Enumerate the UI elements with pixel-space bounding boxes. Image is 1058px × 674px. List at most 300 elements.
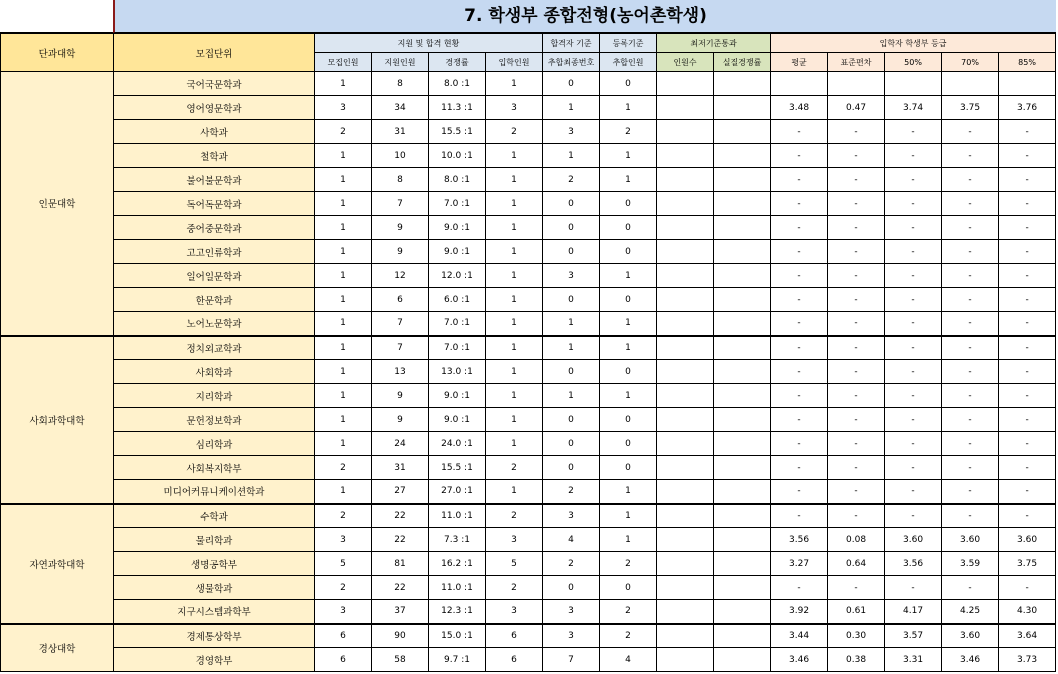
ratio-cell[interactable]: 7.0 :1	[429, 192, 486, 216]
header-final-waitlist[interactable]: 추합최종번호	[543, 53, 600, 72]
real-ratio-cell[interactable]	[714, 144, 771, 168]
p70-cell[interactable]: 3.60	[942, 624, 999, 648]
final-waitlist-cell[interactable]: 0	[543, 576, 600, 600]
passed-count-cell[interactable]	[657, 216, 714, 240]
ratio-cell[interactable]: 27.0 :1	[429, 480, 486, 504]
enrolled-cell[interactable]: 3	[486, 600, 543, 624]
avg-cell[interactable]: 3.44	[771, 624, 828, 648]
std-cell[interactable]: -	[828, 312, 885, 336]
department-cell[interactable]: 독어독문학과	[114, 192, 315, 216]
avg-cell[interactable]: -	[771, 168, 828, 192]
enrolled-cell[interactable]: 1	[486, 288, 543, 312]
avg-cell[interactable]: -	[771, 576, 828, 600]
ratio-cell[interactable]: 9.0 :1	[429, 216, 486, 240]
real-ratio-cell[interactable]	[714, 96, 771, 120]
p85-cell[interactable]: -	[999, 432, 1056, 456]
recruit-cell[interactable]: 1	[315, 432, 372, 456]
p85-cell[interactable]: -	[999, 312, 1056, 336]
enrolled-cell[interactable]: 1	[486, 336, 543, 360]
applicants-cell[interactable]: 13	[372, 360, 429, 384]
std-cell[interactable]: -	[828, 432, 885, 456]
header-department[interactable]: 모집단위	[114, 34, 315, 72]
real-ratio-cell[interactable]	[714, 456, 771, 480]
applicants-cell[interactable]: 10	[372, 144, 429, 168]
p50-cell[interactable]: 4.17	[885, 600, 942, 624]
std-cell[interactable]: -	[828, 240, 885, 264]
p85-cell[interactable]: 3.76	[999, 96, 1056, 120]
passed-count-cell[interactable]	[657, 96, 714, 120]
avg-cell[interactable]: 3.48	[771, 96, 828, 120]
final-waitlist-cell[interactable]: 7	[543, 648, 600, 672]
passed-count-cell[interactable]	[657, 336, 714, 360]
avg-cell[interactable]: -	[771, 144, 828, 168]
recruit-cell[interactable]: 1	[315, 216, 372, 240]
ratio-cell[interactable]: 7.0 :1	[429, 336, 486, 360]
p85-cell[interactable]: 4.30	[999, 600, 1056, 624]
p85-cell[interactable]: 3.60	[999, 528, 1056, 552]
header-college[interactable]: 단과대학	[1, 34, 114, 72]
p50-cell[interactable]: -	[885, 336, 942, 360]
avg-cell[interactable]: -	[771, 288, 828, 312]
enrolled-cell[interactable]: 1	[486, 264, 543, 288]
recruit-cell[interactable]: 3	[315, 528, 372, 552]
p50-cell[interactable]: -	[885, 576, 942, 600]
final-waitlist-cell[interactable]: 1	[543, 96, 600, 120]
p85-cell[interactable]: -	[999, 504, 1056, 528]
waitlist-count-cell[interactable]: 1	[600, 528, 657, 552]
department-cell[interactable]: 영어영문학과	[114, 96, 315, 120]
p50-cell[interactable]: -	[885, 216, 942, 240]
final-waitlist-cell[interactable]: 3	[543, 624, 600, 648]
ratio-cell[interactable]: 11.3 :1	[429, 96, 486, 120]
real-ratio-cell[interactable]	[714, 504, 771, 528]
applicants-cell[interactable]: 9	[372, 408, 429, 432]
final-waitlist-cell[interactable]: 4	[543, 528, 600, 552]
department-cell[interactable]: 사학과	[114, 120, 315, 144]
applicants-cell[interactable]: 58	[372, 648, 429, 672]
final-waitlist-cell[interactable]: 2	[543, 552, 600, 576]
real-ratio-cell[interactable]	[714, 264, 771, 288]
p50-cell[interactable]: -	[885, 456, 942, 480]
recruit-cell[interactable]: 1	[315, 312, 372, 336]
final-waitlist-cell[interactable]: 0	[543, 360, 600, 384]
applicants-cell[interactable]: 6	[372, 288, 429, 312]
passed-count-cell[interactable]	[657, 432, 714, 456]
department-cell[interactable]: 미디어커뮤니케이션학과	[114, 480, 315, 504]
p70-cell[interactable]: -	[942, 336, 999, 360]
p85-cell[interactable]: -	[999, 264, 1056, 288]
header-recruit[interactable]: 모집인원	[315, 53, 372, 72]
real-ratio-cell[interactable]	[714, 576, 771, 600]
department-cell[interactable]: 지구시스템과학부	[114, 600, 315, 624]
avg-cell[interactable]: -	[771, 264, 828, 288]
passed-count-cell[interactable]	[657, 600, 714, 624]
std-cell[interactable]: 0.30	[828, 624, 885, 648]
p85-cell[interactable]: -	[999, 120, 1056, 144]
header-passed-count[interactable]: 인원수	[657, 53, 714, 72]
avg-cell[interactable]: -	[771, 432, 828, 456]
ratio-cell[interactable]: 15.5 :1	[429, 456, 486, 480]
std-cell[interactable]: 0.47	[828, 96, 885, 120]
p70-cell[interactable]: 3.75	[942, 96, 999, 120]
ratio-cell[interactable]: 11.0 :1	[429, 576, 486, 600]
p70-cell[interactable]: -	[942, 240, 999, 264]
page-title[interactable]: 7. 학생부 종합전형(농어촌학생)	[113, 0, 1056, 33]
std-cell[interactable]: 0.38	[828, 648, 885, 672]
p50-cell[interactable]: -	[885, 192, 942, 216]
waitlist-count-cell[interactable]: 0	[600, 192, 657, 216]
std-cell[interactable]: -	[828, 192, 885, 216]
header-std[interactable]: 표준편차	[828, 53, 885, 72]
p85-cell[interactable]: -	[999, 576, 1056, 600]
p50-cell[interactable]: 3.56	[885, 552, 942, 576]
waitlist-count-cell[interactable]: 1	[600, 336, 657, 360]
header-p70[interactable]: 70%	[942, 53, 999, 72]
ratio-cell[interactable]: 16.2 :1	[429, 552, 486, 576]
waitlist-count-cell[interactable]: 1	[600, 168, 657, 192]
department-cell[interactable]: 지리학과	[114, 384, 315, 408]
std-cell[interactable]: -	[828, 216, 885, 240]
avg-cell[interactable]: -	[771, 456, 828, 480]
department-cell[interactable]: 한문학과	[114, 288, 315, 312]
ratio-cell[interactable]: 7.0 :1	[429, 312, 486, 336]
waitlist-count-cell[interactable]: 0	[600, 432, 657, 456]
std-cell[interactable]: -	[828, 408, 885, 432]
real-ratio-cell[interactable]	[714, 432, 771, 456]
department-cell[interactable]: 사회복지학부	[114, 456, 315, 480]
waitlist-count-cell[interactable]: 0	[600, 288, 657, 312]
p70-cell[interactable]: 3.46	[942, 648, 999, 672]
p70-cell[interactable]	[942, 72, 999, 96]
std-cell[interactable]: 0.64	[828, 552, 885, 576]
passed-count-cell[interactable]	[657, 480, 714, 504]
p70-cell[interactable]: -	[942, 216, 999, 240]
ratio-cell[interactable]: 9.7 :1	[429, 648, 486, 672]
enrolled-cell[interactable]: 1	[486, 312, 543, 336]
recruit-cell[interactable]: 1	[315, 192, 372, 216]
waitlist-count-cell[interactable]: 2	[600, 624, 657, 648]
avg-cell[interactable]: 3.56	[771, 528, 828, 552]
department-cell[interactable]: 심리학과	[114, 432, 315, 456]
header-enrolled[interactable]: 입학인원	[486, 53, 543, 72]
p70-cell[interactable]: -	[942, 288, 999, 312]
avg-cell[interactable]: -	[771, 192, 828, 216]
applicants-cell[interactable]: 9	[372, 216, 429, 240]
college-cell[interactable]: 자연과학대학	[1, 504, 114, 624]
p70-cell[interactable]: -	[942, 576, 999, 600]
department-cell[interactable]: 노어노문학과	[114, 312, 315, 336]
p85-cell[interactable]: -	[999, 456, 1056, 480]
recruit-cell[interactable]: 6	[315, 624, 372, 648]
real-ratio-cell[interactable]	[714, 288, 771, 312]
enrolled-cell[interactable]: 6	[486, 648, 543, 672]
applicants-cell[interactable]: 37	[372, 600, 429, 624]
p85-cell[interactable]: -	[999, 216, 1056, 240]
applicants-cell[interactable]: 8	[372, 72, 429, 96]
std-cell[interactable]: -	[828, 120, 885, 144]
ratio-cell[interactable]: 7.3 :1	[429, 528, 486, 552]
p70-cell[interactable]: -	[942, 144, 999, 168]
department-cell[interactable]: 중어중문학과	[114, 216, 315, 240]
college-cell[interactable]: 사회과학대학	[1, 336, 114, 504]
p70-cell[interactable]: -	[942, 360, 999, 384]
p85-cell[interactable]: 3.73	[999, 648, 1056, 672]
final-waitlist-cell[interactable]: 2	[543, 168, 600, 192]
department-cell[interactable]: 사회학과	[114, 360, 315, 384]
applicants-cell[interactable]: 9	[372, 240, 429, 264]
real-ratio-cell[interactable]	[714, 408, 771, 432]
department-cell[interactable]: 경제통상학부	[114, 624, 315, 648]
passed-count-cell[interactable]	[657, 552, 714, 576]
waitlist-count-cell[interactable]: 1	[600, 264, 657, 288]
p50-cell[interactable]: 3.60	[885, 528, 942, 552]
waitlist-count-cell[interactable]: 2	[600, 552, 657, 576]
enrolled-cell[interactable]: 2	[486, 504, 543, 528]
recruit-cell[interactable]: 2	[315, 456, 372, 480]
std-cell[interactable]: -	[828, 144, 885, 168]
header-cutoff-group[interactable]: 합격자 기준	[543, 34, 600, 53]
enrolled-cell[interactable]: 1	[486, 408, 543, 432]
passed-count-cell[interactable]	[657, 456, 714, 480]
header-grade-group[interactable]: 입학자 학생부 등급	[771, 34, 1056, 53]
ratio-cell[interactable]: 11.0 :1	[429, 504, 486, 528]
header-real-ratio[interactable]: 실질경쟁률	[714, 53, 771, 72]
enrolled-cell[interactable]: 1	[486, 192, 543, 216]
p70-cell[interactable]: -	[942, 432, 999, 456]
recruit-cell[interactable]: 1	[315, 480, 372, 504]
avg-cell[interactable]: -	[771, 336, 828, 360]
real-ratio-cell[interactable]	[714, 552, 771, 576]
std-cell[interactable]: -	[828, 336, 885, 360]
p70-cell[interactable]: -	[942, 120, 999, 144]
recruit-cell[interactable]: 3	[315, 600, 372, 624]
p70-cell[interactable]: -	[942, 504, 999, 528]
recruit-cell[interactable]: 1	[315, 336, 372, 360]
header-enroll-group[interactable]: 등록기준	[600, 34, 657, 53]
real-ratio-cell[interactable]	[714, 528, 771, 552]
p70-cell[interactable]: -	[942, 192, 999, 216]
p70-cell[interactable]: -	[942, 456, 999, 480]
real-ratio-cell[interactable]	[714, 120, 771, 144]
waitlist-count-cell[interactable]: 1	[600, 96, 657, 120]
header-avg[interactable]: 평균	[771, 53, 828, 72]
final-waitlist-cell[interactable]: 1	[543, 144, 600, 168]
ratio-cell[interactable]: 9.0 :1	[429, 384, 486, 408]
std-cell[interactable]: -	[828, 576, 885, 600]
header-apply-group[interactable]: 지원 및 합격 현황	[315, 34, 543, 53]
waitlist-count-cell[interactable]: 2	[600, 120, 657, 144]
waitlist-count-cell[interactable]: 0	[600, 408, 657, 432]
passed-count-cell[interactable]	[657, 576, 714, 600]
real-ratio-cell[interactable]	[714, 240, 771, 264]
avg-cell[interactable]: -	[771, 240, 828, 264]
applicants-cell[interactable]: 7	[372, 336, 429, 360]
passed-count-cell[interactable]	[657, 648, 714, 672]
recruit-cell[interactable]: 3	[315, 96, 372, 120]
avg-cell[interactable]: -	[771, 120, 828, 144]
avg-cell[interactable]: 3.27	[771, 552, 828, 576]
final-waitlist-cell[interactable]: 0	[543, 216, 600, 240]
waitlist-count-cell[interactable]: 0	[600, 360, 657, 384]
std-cell[interactable]: -	[828, 456, 885, 480]
passed-count-cell[interactable]	[657, 312, 714, 336]
recruit-cell[interactable]: 1	[315, 144, 372, 168]
ratio-cell[interactable]: 8.0 :1	[429, 168, 486, 192]
avg-cell[interactable]: 3.46	[771, 648, 828, 672]
p50-cell[interactable]: -	[885, 480, 942, 504]
p85-cell[interactable]: -	[999, 480, 1056, 504]
final-waitlist-cell[interactable]: 0	[543, 240, 600, 264]
department-cell[interactable]: 문헌정보학과	[114, 408, 315, 432]
waitlist-count-cell[interactable]: 4	[600, 648, 657, 672]
p85-cell[interactable]: -	[999, 288, 1056, 312]
recruit-cell[interactable]: 1	[315, 240, 372, 264]
ratio-cell[interactable]: 12.0 :1	[429, 264, 486, 288]
enrolled-cell[interactable]: 1	[486, 168, 543, 192]
final-waitlist-cell[interactable]: 3	[543, 504, 600, 528]
passed-count-cell[interactable]	[657, 288, 714, 312]
avg-cell[interactable]: -	[771, 480, 828, 504]
ratio-cell[interactable]: 24.0 :1	[429, 432, 486, 456]
real-ratio-cell[interactable]	[714, 168, 771, 192]
real-ratio-cell[interactable]	[714, 216, 771, 240]
enrolled-cell[interactable]: 1	[486, 216, 543, 240]
department-cell[interactable]: 수학과	[114, 504, 315, 528]
ratio-cell[interactable]: 8.0 :1	[429, 72, 486, 96]
department-cell[interactable]: 정치외교학과	[114, 336, 315, 360]
p50-cell[interactable]: -	[885, 408, 942, 432]
p70-cell[interactable]: -	[942, 384, 999, 408]
ratio-cell[interactable]: 6.0 :1	[429, 288, 486, 312]
applicants-cell[interactable]: 7	[372, 312, 429, 336]
p50-cell[interactable]: -	[885, 144, 942, 168]
final-waitlist-cell[interactable]: 3	[543, 120, 600, 144]
p85-cell[interactable]: -	[999, 384, 1056, 408]
applicants-cell[interactable]: 31	[372, 456, 429, 480]
avg-cell[interactable]: -	[771, 312, 828, 336]
passed-count-cell[interactable]	[657, 528, 714, 552]
ratio-cell[interactable]: 15.0 :1	[429, 624, 486, 648]
college-cell[interactable]: 경상대학	[1, 624, 114, 672]
p85-cell[interactable]	[999, 72, 1056, 96]
p50-cell[interactable]: 3.57	[885, 624, 942, 648]
passed-count-cell[interactable]	[657, 360, 714, 384]
ratio-cell[interactable]: 13.0 :1	[429, 360, 486, 384]
header-applicants[interactable]: 지원인원	[372, 53, 429, 72]
recruit-cell[interactable]: 1	[315, 168, 372, 192]
std-cell[interactable]: -	[828, 504, 885, 528]
real-ratio-cell[interactable]	[714, 624, 771, 648]
waitlist-count-cell[interactable]: 1	[600, 384, 657, 408]
department-cell[interactable]: 철학과	[114, 144, 315, 168]
enrolled-cell[interactable]: 5	[486, 552, 543, 576]
recruit-cell[interactable]: 1	[315, 264, 372, 288]
header-minimum-group[interactable]: 최저기준통과	[657, 34, 771, 53]
applicants-cell[interactable]: 12	[372, 264, 429, 288]
real-ratio-cell[interactable]	[714, 384, 771, 408]
department-cell[interactable]: 국어국문학과	[114, 72, 315, 96]
recruit-cell[interactable]: 1	[315, 72, 372, 96]
enrolled-cell[interactable]: 1	[486, 480, 543, 504]
applicants-cell[interactable]: 27	[372, 480, 429, 504]
passed-count-cell[interactable]	[657, 240, 714, 264]
passed-count-cell[interactable]	[657, 408, 714, 432]
real-ratio-cell[interactable]	[714, 480, 771, 504]
applicants-cell[interactable]: 22	[372, 528, 429, 552]
p50-cell[interactable]: 3.74	[885, 96, 942, 120]
p50-cell[interactable]: -	[885, 360, 942, 384]
recruit-cell[interactable]: 1	[315, 360, 372, 384]
passed-count-cell[interactable]	[657, 192, 714, 216]
waitlist-count-cell[interactable]: 2	[600, 600, 657, 624]
p70-cell[interactable]: -	[942, 168, 999, 192]
waitlist-count-cell[interactable]: 0	[600, 576, 657, 600]
department-cell[interactable]: 고고인류학과	[114, 240, 315, 264]
std-cell[interactable]: -	[828, 480, 885, 504]
enrolled-cell[interactable]: 1	[486, 72, 543, 96]
ratio-cell[interactable]: 9.0 :1	[429, 408, 486, 432]
applicants-cell[interactable]: 22	[372, 504, 429, 528]
p85-cell[interactable]: -	[999, 144, 1056, 168]
p85-cell[interactable]: -	[999, 336, 1056, 360]
enrolled-cell[interactable]: 6	[486, 624, 543, 648]
recruit-cell[interactable]: 5	[315, 552, 372, 576]
passed-count-cell[interactable]	[657, 624, 714, 648]
applicants-cell[interactable]: 31	[372, 120, 429, 144]
std-cell[interactable]: -	[828, 384, 885, 408]
header-ratio[interactable]: 경쟁률	[429, 53, 486, 72]
final-waitlist-cell[interactable]: 0	[543, 192, 600, 216]
p85-cell[interactable]: -	[999, 408, 1056, 432]
p85-cell[interactable]: -	[999, 168, 1056, 192]
p85-cell[interactable]: -	[999, 360, 1056, 384]
department-cell[interactable]: 일어일문학과	[114, 264, 315, 288]
enrolled-cell[interactable]: 2	[486, 576, 543, 600]
recruit-cell[interactable]: 6	[315, 648, 372, 672]
passed-count-cell[interactable]	[657, 72, 714, 96]
p70-cell[interactable]: -	[942, 480, 999, 504]
header-waitlist-count[interactable]: 추합인원	[600, 53, 657, 72]
final-waitlist-cell[interactable]: 1	[543, 384, 600, 408]
header-p50[interactable]: 50%	[885, 53, 942, 72]
std-cell[interactable]	[828, 72, 885, 96]
ratio-cell[interactable]: 9.0 :1	[429, 240, 486, 264]
real-ratio-cell[interactable]	[714, 192, 771, 216]
recruit-cell[interactable]: 2	[315, 120, 372, 144]
real-ratio-cell[interactable]	[714, 648, 771, 672]
department-cell[interactable]: 물리학과	[114, 528, 315, 552]
avg-cell[interactable]: -	[771, 408, 828, 432]
final-waitlist-cell[interactable]: 0	[543, 432, 600, 456]
final-waitlist-cell[interactable]: 0	[543, 456, 600, 480]
p70-cell[interactable]: 3.60	[942, 528, 999, 552]
p50-cell[interactable]: -	[885, 312, 942, 336]
enrolled-cell[interactable]: 2	[486, 456, 543, 480]
std-cell[interactable]: -	[828, 264, 885, 288]
waitlist-count-cell[interactable]: 1	[600, 312, 657, 336]
real-ratio-cell[interactable]	[714, 72, 771, 96]
p85-cell[interactable]: -	[999, 192, 1056, 216]
p70-cell[interactable]: 4.25	[942, 600, 999, 624]
applicants-cell[interactable]: 9	[372, 384, 429, 408]
enrolled-cell[interactable]: 1	[486, 144, 543, 168]
std-cell[interactable]: 0.61	[828, 600, 885, 624]
real-ratio-cell[interactable]	[714, 360, 771, 384]
passed-count-cell[interactable]	[657, 144, 714, 168]
avg-cell[interactable]	[771, 72, 828, 96]
enrolled-cell[interactable]: 3	[486, 96, 543, 120]
p50-cell[interactable]: 3.31	[885, 648, 942, 672]
